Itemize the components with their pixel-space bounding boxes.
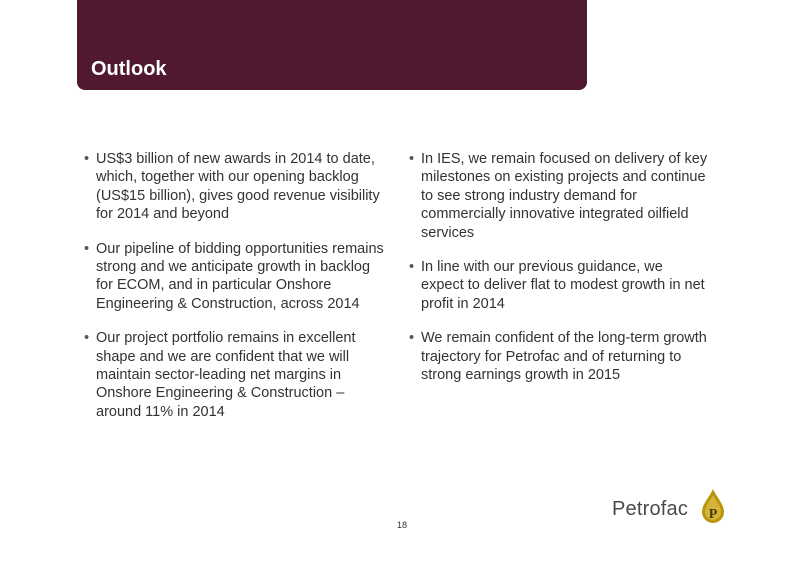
svg-text:P: P — [708, 507, 718, 522]
bullet-text: We remain confident of the long-term growth trajectory for Petrofac and of returning to strong earnings growth in 2015 — [421, 330, 707, 384]
left-column — [84, 150, 384, 437]
petrofac-logo — [612, 488, 732, 528]
bullet-text: In IES, we remain focused on delivery of key milestones on existing projects and continue to see strong industry demand for commercially innovative integrated oilfield services — [421, 151, 708, 241]
list-item — [84, 240, 384, 314]
bullet-text: In line with our previous guidance, we expect to deliver flat to modest growth in net profit in 2014 — [421, 259, 705, 312]
list-item — [409, 258, 709, 313]
list-item — [84, 150, 384, 224]
page-number: 18 — [396, 520, 407, 530]
list-item — [409, 150, 709, 242]
bullet-text: US$3 billion of new awards in 2014 to date, which, together with our opening backlog (US$15 billion), gives good revenue visibility for 2014 and beyond — [96, 151, 380, 223]
bullet-icon: • — [409, 151, 415, 167]
left-bullet-list — [84, 150, 384, 421]
bullet-icon: • — [84, 240, 90, 257]
list-item — [409, 329, 709, 384]
bullet-icon: • — [84, 151, 90, 167]
bullet-icon: • — [409, 259, 415, 276]
bullet-text: Our pipeline of bidding opportunities remains strong and we anticipate growth in backlog for ECOM, and in particular Onshore Engineering & Construction, across 2014 — [96, 240, 384, 312]
list-item — [84, 329, 384, 421]
bullet-icon: • — [84, 330, 90, 347]
title-bar — [77, 0, 587, 90]
right-column — [409, 150, 709, 400]
bullet-text: Our project portfolio remains in excellent shape and we are confident that we will maintain sector-leading net margins in Onshore Engineering & Construction – around 11% in 2014 — [96, 330, 356, 420]
bullet-icon: • — [409, 330, 415, 347]
logo-text: Petrofac — [612, 498, 689, 520]
petrofac-drop-logo-icon — [700, 488, 726, 524]
right-bullet-list — [409, 150, 709, 384]
page-title: Outlook — [91, 58, 167, 80]
